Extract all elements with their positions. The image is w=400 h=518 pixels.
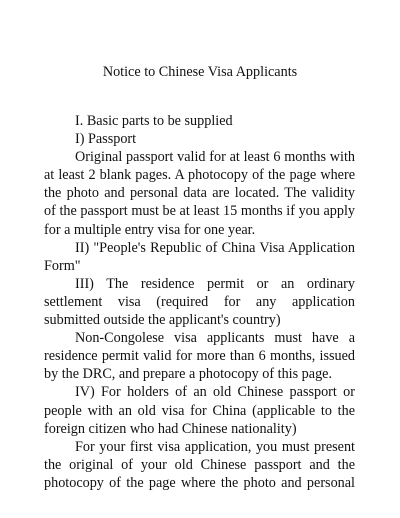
item-heading-application-form-cont: Form" bbox=[44, 257, 81, 274]
item-heading-old-passport: IV) For holders of an old Chinese passport or bbox=[75, 384, 355, 401]
item-heading-application-form: II) "People's Republic of China Visa Application bbox=[75, 239, 355, 256]
paragraph-line: the photo and personal data are located. The validity bbox=[44, 185, 355, 202]
document-body bbox=[44, 112, 355, 492]
item-heading-passport: I) Passport bbox=[75, 131, 137, 148]
paragraph-line: For your first visa application, you must present bbox=[75, 438, 355, 455]
item-heading-old-passport-cont: foreign citizen who had Chinese nationality) bbox=[44, 420, 297, 437]
document-title: Notice to Chinese Visa Applicants bbox=[102, 64, 298, 80]
item-heading-residence-permit-cont: settlement visa (required for any application bbox=[44, 293, 355, 310]
item-heading-residence-permit-cont: submitted outside the applicant's country) bbox=[44, 312, 281, 329]
item-heading-old-passport-cont: people with an old visa for China (applicable to the bbox=[44, 402, 355, 419]
paragraph-line: of the passport must be at least 15 months if you apply bbox=[44, 203, 355, 220]
paragraph-line: Original passport valid for at least 6 months with bbox=[75, 149, 355, 166]
section-heading-basic-parts: I. Basic parts to be supplied bbox=[75, 113, 233, 129]
paragraph-line: photocopy of the page where the photo and personal bbox=[44, 474, 355, 491]
paragraph-line: at least 2 blank pages. A photocopy of the page where bbox=[44, 167, 355, 184]
paragraph-line: Non-Congolese visa applicants must have a bbox=[75, 330, 355, 347]
paragraph-line: for a multiple entry visa for one year. bbox=[44, 221, 256, 238]
paragraph-line: the original of your old Chinese passport and the bbox=[44, 456, 355, 473]
paragraph-line: residence permit valid for more than 6 months, issued bbox=[44, 348, 355, 365]
paragraph-line: by the DRC, and prepare a photocopy of this page. bbox=[44, 366, 333, 383]
item-heading-residence-permit: III) The residence permit or an ordinary bbox=[75, 275, 355, 292]
